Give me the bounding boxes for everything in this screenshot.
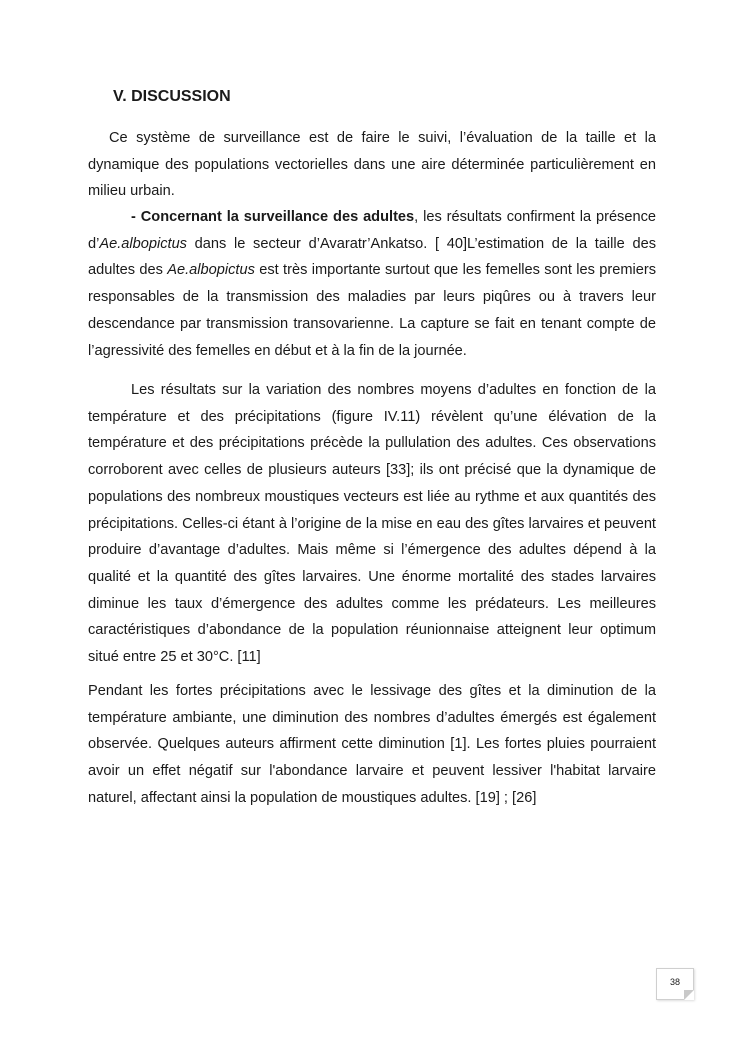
text: , les résultats confirment la présence d’ xyxy=(88,209,656,252)
species-name: Ae.albopictus xyxy=(167,262,255,279)
paragraph-intro: Ce système de surveillance est de faire le suivi, l’évaluation de la taille et la dynamique des populations vectorielles dans une aire déterminée particulièrement en milieu urbain. xyxy=(88,130,656,200)
paragraph-temperature-results: Les résultats sur la variation des nombres moyens d’adultes en fonction de la température et des précipitations (figure IV.11) révèlent qu’une élévation de la température et des précipitations précède la pullulation des adultes. Ces observations corroborent avec celles de plusieurs auteurs [33]; ils ont précisé que la dynamique de populations des nombreux moustiques vecteurs est liée au rythme et aux quantités des précipitations. Celles-ci étant à l’origine de la mise en eau des gîtes larvaires et peuvent produire d’avantage d’adultes. Mais même si l’émergence des adultes dépend à la qualité et la quantité des gîtes larvaires. Une énorme mortalité des stades larvaires diminue les taux d’émergence des adultes comme les prédateurs. Les meilleures caractéristiques d’abondance de la population réunionnaise atteignent leur optimum situé entre 25 et 30°C. [11] xyxy=(88,382,656,666)
page-curl-icon xyxy=(684,990,694,1000)
section-title: V. DISCUSSION xyxy=(113,88,231,105)
page-number: 38 xyxy=(669,977,680,987)
page-number-box xyxy=(656,968,694,1000)
text: dans le secteur d’Avaratr’Ankatso. [ 40]L’estimation de la taille des adultes des xyxy=(88,235,656,279)
bold-lead: - Concernant la surveillance des adultes xyxy=(131,209,415,225)
text: est très importante surtout que les femelles sont les premiers responsables de la transmission des maladies par leurs piqûres ou à travers leur descendance par transmission transovarienne. La capture se fait en tenant compte de l’agressivité des femelles en début et à la fin de la journée. xyxy=(88,262,656,359)
paragraph-adult-surveillance xyxy=(88,204,656,364)
paragraph-precipitation: Pendant les fortes précipitations avec le lessivage des gîtes et la diminution de la température ambiante, une diminution des nombres d’adultes émergés est également observée. Quelques auteurs affirment cette diminution [1]. Les fortes pluies pourraient avoir un effet négatif sur l'abondance larvaire et peuvent lessiver l'habitat larvaire naturel, affectant ainsi la population de moustiques adultes. [19] ; [26] xyxy=(88,683,656,806)
species-name: Ae.albopictus xyxy=(99,235,187,252)
